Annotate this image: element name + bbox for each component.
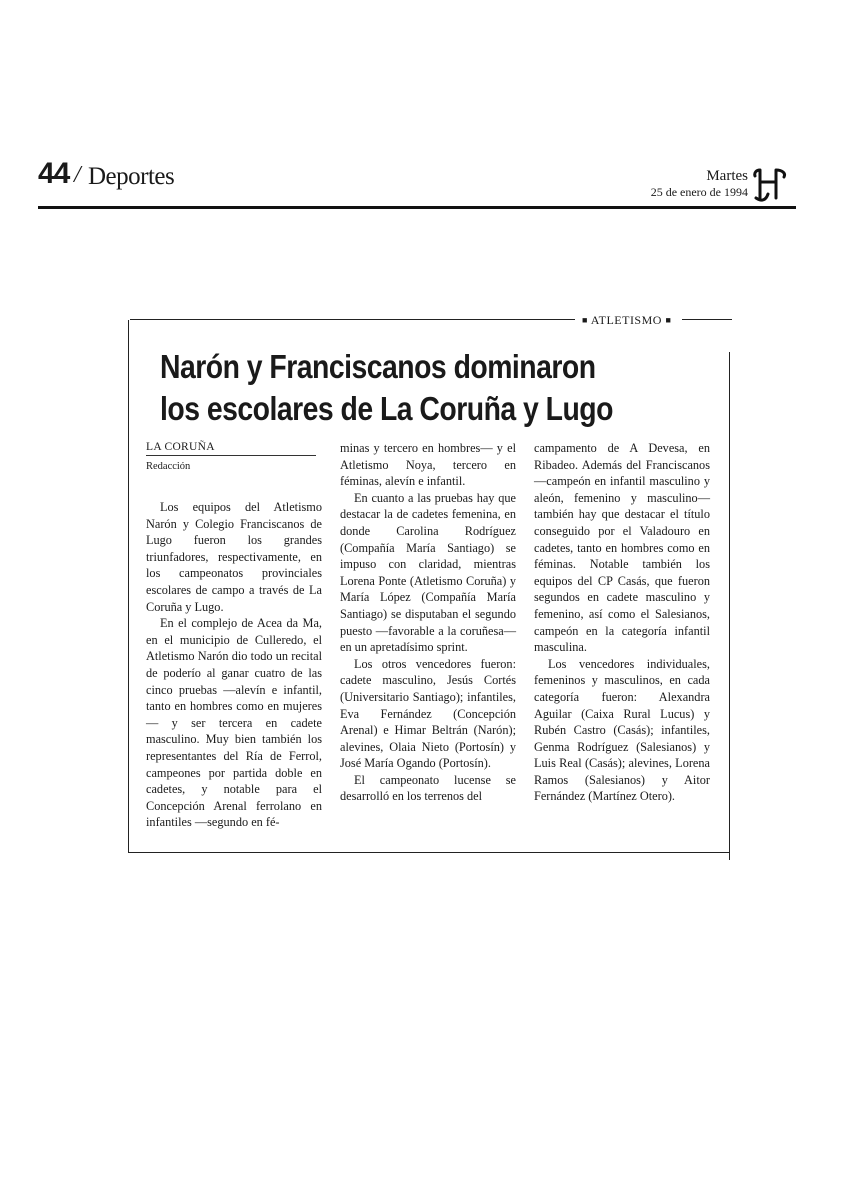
newspaper-logo-icon	[752, 164, 788, 200]
paragraph: campamento de A Devesa, en Ribadeo. Además del Franciscanos —campeón en infantil masculino y aleón, femenino y masculino— también hay que destacar el título conseguido por el Valadouro en cadetes, tanto en hombres como en féminas. Notable también los equipos del CP Casás, que fueron segundos en cadete masculino y femenino, así como el Salesianos, campeón en la categoría infantil masculina.	[534, 441, 710, 655]
date-block	[651, 168, 748, 199]
paragraph: Los vencedores individuales, femeninos y masculinos, en cada categoría fueron: Alexandra Aguilar (Caixa Rural Lucus) y Rubén Castro (Casás); infantiles, Genma Rodríguez (Salesianos) y Luis Real (Casás); alevines, Lorena Ramos (Salesianos) y Aitor Fernández (Martínez Otero).	[534, 656, 710, 804]
category-text: ATLETISMO	[590, 313, 662, 327]
publication-date: 25 de enero de 1994	[650, 185, 748, 199]
logo-glyph-icon	[752, 164, 788, 204]
category-rule-right	[682, 319, 732, 320]
paragraph: Los otros vencedores fueron: cadete masculino, Jesús Cortés (Universitario Santiago); infantiles, Eva Fernández (Concepción Arenal) e Himar Beltrán (Narón); alevines, Olaia Nieto (Portosín) y José María Ogando (Portosín).	[340, 656, 516, 771]
paragraph: minas y tercero en hombres— y el Atletismo Noya, tercero en féminas, alevín e infantil.	[340, 441, 516, 489]
headline	[160, 346, 642, 430]
bullet-icon: ■	[582, 315, 588, 325]
page-number: 44	[38, 157, 70, 190]
category-rule-left	[130, 319, 575, 320]
page-header	[38, 158, 788, 210]
category-bar	[130, 312, 732, 330]
paragraph: En el complejo de Acea da Ma, en el municipio de Culleredo, el Atletismo Narón dio todo un recital de poderío al ganar cuatro de las cinco pruebas —alevín e infantil, tanto en hombres como en mujeres— y ser tercera en cadete masculino. Muy bien también los representantes del Ría de Ferrol, campeones por partida doble en cadetes, y notable para el Concepción Arenal ferrolano en infantiles —segundo en fé-	[146, 616, 322, 830]
headline-line: los escolares de La Coruña y Lugo	[160, 390, 613, 427]
page-separator: /	[74, 162, 81, 188]
article-column-1	[146, 440, 322, 831]
paragraph: En cuanto a las pruebas hay que destacar la de cadetes femenina, en donde Carolina Rodríguez (Compañía María Santiago) se impuso con claridad, mientras Lorena Ponte (Atletismo Coruña) y María López (Compañía María Santiago) se disputaban el segundo puesto —favorable a la coruñesa— en un apretadísimo sprint.	[340, 490, 516, 655]
paragraph: El campeonato lucense se desarrolló en los terrenos del	[340, 772, 516, 804]
article-column-3	[534, 440, 710, 805]
byline-place: LA CORUÑA	[146, 441, 215, 453]
category-label	[582, 312, 671, 328]
weekday: Martes	[706, 168, 748, 184]
paragraph: Los equipos del Atletismo Narón y Colegio Franciscanos de Lugo fueron los grandes triunfadores, respectivamente, en los campeonatos provinciales escolares de campo a través de La Coruña y Lugo.	[146, 500, 322, 614]
byline-rule	[146, 455, 316, 456]
byline-agency: Redacción	[146, 461, 191, 472]
bullet-icon: ■	[665, 315, 672, 325]
article-column-2	[340, 440, 516, 805]
section-name: Deportes	[88, 163, 175, 190]
header-rule	[38, 206, 796, 209]
headline-line: Narón y Franciscanos dominaron	[160, 348, 596, 385]
